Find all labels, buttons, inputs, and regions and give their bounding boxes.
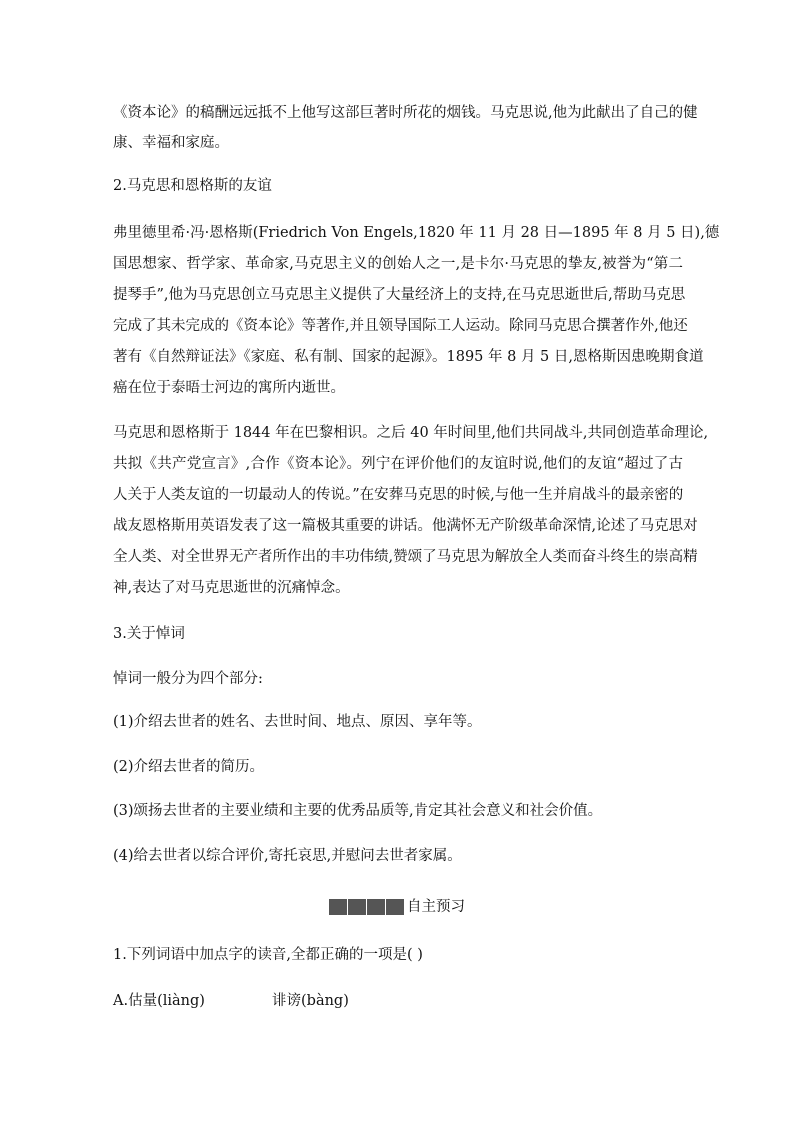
section-banner-label: 自主预习 <box>407 899 465 915</box>
question-1-option-a <box>113 991 513 1011</box>
heading-friendship: 2.马克思和恩格斯的友谊 <box>113 178 272 194</box>
paragraph2-line1: 弗里德里希·冯·恩格斯(Friedrich Von Engels,1820 年 11 月 28 日—1895 年 8 月 5 日),德 <box>113 225 720 241</box>
section-banner <box>329 896 465 918</box>
option-a-word-2: 诽谤(bàng) <box>272 993 349 1009</box>
heading-eulogy: 3.关于悼词 <box>113 626 185 642</box>
banner-block-3 <box>367 899 385 915</box>
paragraph3-line1: 马克思和恩格斯于 1844 年在巴黎相识。之后 40 年时间里,他们共同战斗,共同创造革命理论, <box>113 425 709 441</box>
eulogy-item-1: (1)介绍去世者的姓名、去世时间、地点、原因、享年等。 <box>113 714 482 730</box>
banner-block-2 <box>348 899 366 915</box>
paragraph2-line2: 国思想家、哲学家、革命家,马克思主义的创始人之一,是卡尔·马克思的挚友,被誉为“第二 <box>113 256 683 272</box>
paragraph3-line2: 共拟《共产党宣言》,合作《资本论》。列宁在评价他们的友谊时说,他们的友谊“超过了古 <box>113 456 683 472</box>
eulogy-item-2: (2)介绍去世者的简历。 <box>113 759 265 775</box>
paragraph3-line6: 神,表达了对马克思逝世的沉痛悼念。 <box>113 580 350 596</box>
eulogy-intro: 悼词一般分为四个部分: <box>113 671 263 687</box>
paragraph2-line5: 著有《自然辩证法》《家庭、私有制、国家的起源》。1895 年 8 月 5 日,恩格斯因患晚期食道 <box>113 349 704 365</box>
paragraph3-line4: 战友恩格斯用英语发表了这一篇极其重要的讲话。他满怀无产阶级革命深情,论述了马克思对 <box>113 518 698 534</box>
banner-block-4 <box>386 899 404 915</box>
eulogy-item-4: (4)给去世者以综合评价,寄托哀思,并慰问去世者家属。 <box>113 848 462 864</box>
paragraph3-line3: 人关于人类友谊的一切最动人的传说。”在安葬马克思的时候,与他一生并肩战斗的最亲密的 <box>113 487 684 503</box>
eulogy-item-3: (3)颂扬去世者的主要业绩和主要的优秀品质等,肯定其社会意义和社会价值。 <box>113 803 603 819</box>
paragraph1-line1: 《资本论》的稿酬远远抵不上他写这部巨著时所花的烟钱。马克思说,他为此献出了自己的健 <box>113 105 698 121</box>
paragraph2-line6: 癌在位于泰晤士河边的寓所内逝世。 <box>113 380 345 396</box>
paragraph1-line2: 康、幸福和家庭。 <box>113 135 229 151</box>
question-1: 1.下列词语中加点字的读音,全都正确的一项是( ) <box>113 947 423 963</box>
banner-block-1 <box>329 899 347 915</box>
paragraph3-line5: 全人类、对全世界无产者所作出的丰功伟绩,赞颂了马克思为解放全人类而奋斗终生的崇高精 <box>113 549 698 565</box>
paragraph2-line4: 完成了其未完成的《资本论》等著作,并且领导国际工人运动。除同马克思合撰著作外,他还 <box>113 318 688 334</box>
paragraph2-line3: 提琴手”,他为马克思创立马克思主义提供了大量经济上的支持,在马克思逝世后,帮助马克思 <box>113 287 686 303</box>
option-a-word-1: A.估量(liàng) <box>113 993 205 1009</box>
